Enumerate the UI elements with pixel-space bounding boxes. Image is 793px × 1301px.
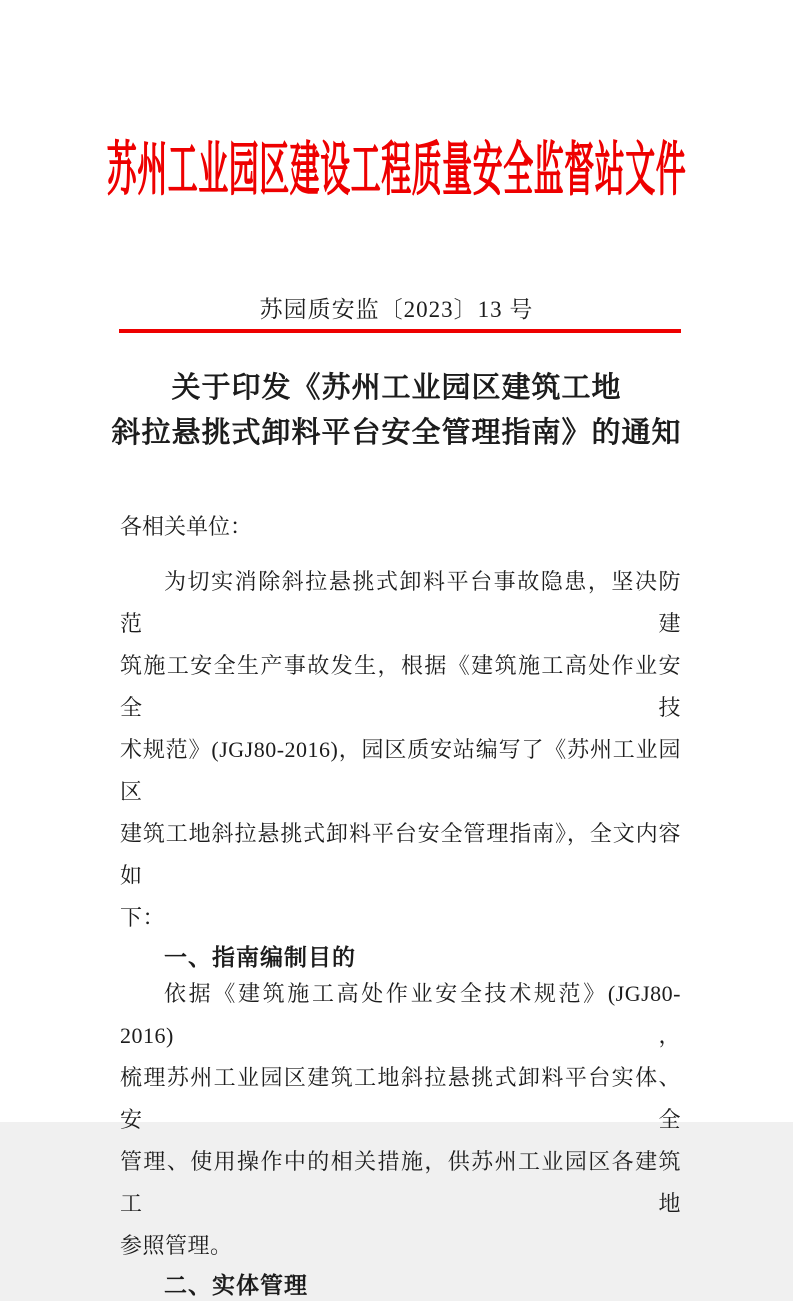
- document-title-line1: 关于印发《苏州工业园区建筑工地: [171, 372, 622, 404]
- section-heading-1: 一、指南编制目的: [164, 944, 356, 970]
- section-heading-2: 二、实体管理: [164, 1272, 308, 1298]
- intro-paragraph: [120, 561, 681, 939]
- paragraph-line: 术规范》(JGJ80-2016)，园区质安站编写了《苏州工业园区: [120, 737, 681, 804]
- paragraph-line: 依据《建筑施工高处作业安全技术规范》(JGJ80-2016)，: [120, 981, 681, 1048]
- paragraph-line: 筑施工安全生产事故发生，根据《建筑施工高处作业安全技: [120, 653, 681, 720]
- paragraph-line: 建筑工地斜拉悬挑式卸料平台安全管理指南》，全文内容如: [120, 821, 681, 888]
- paragraph-line: 参照管理。: [120, 1233, 233, 1258]
- paragraph-line: 梳理苏州工业园区建筑工地斜拉悬挑式卸料平台实体、安全: [120, 1065, 681, 1132]
- document-title: [0, 366, 793, 456]
- section1-paragraph: [120, 973, 681, 1267]
- salutation: 各相关单位：: [120, 514, 253, 539]
- document-number: 苏园质安监〔2023〕13 号: [259, 297, 534, 322]
- paragraph-line: 管理、使用操作中的相关措施，供苏州工业园区各建筑工地: [120, 1149, 681, 1216]
- document-body: [120, 506, 681, 1301]
- paragraph-line: 为切实消除斜拉悬挑式卸料平台事故隐患，坚决防范建: [120, 569, 681, 636]
- red-header-banner: [0, 118, 793, 210]
- agency-title: 苏州工业园区建设工程质量安全监督站文件: [106, 138, 687, 203]
- red-divider-rule: [119, 329, 681, 333]
- document-title-line2: 斜拉悬挑式卸料平台安全管理指南》的通知: [111, 417, 682, 449]
- paragraph-line: 下：: [120, 905, 166, 930]
